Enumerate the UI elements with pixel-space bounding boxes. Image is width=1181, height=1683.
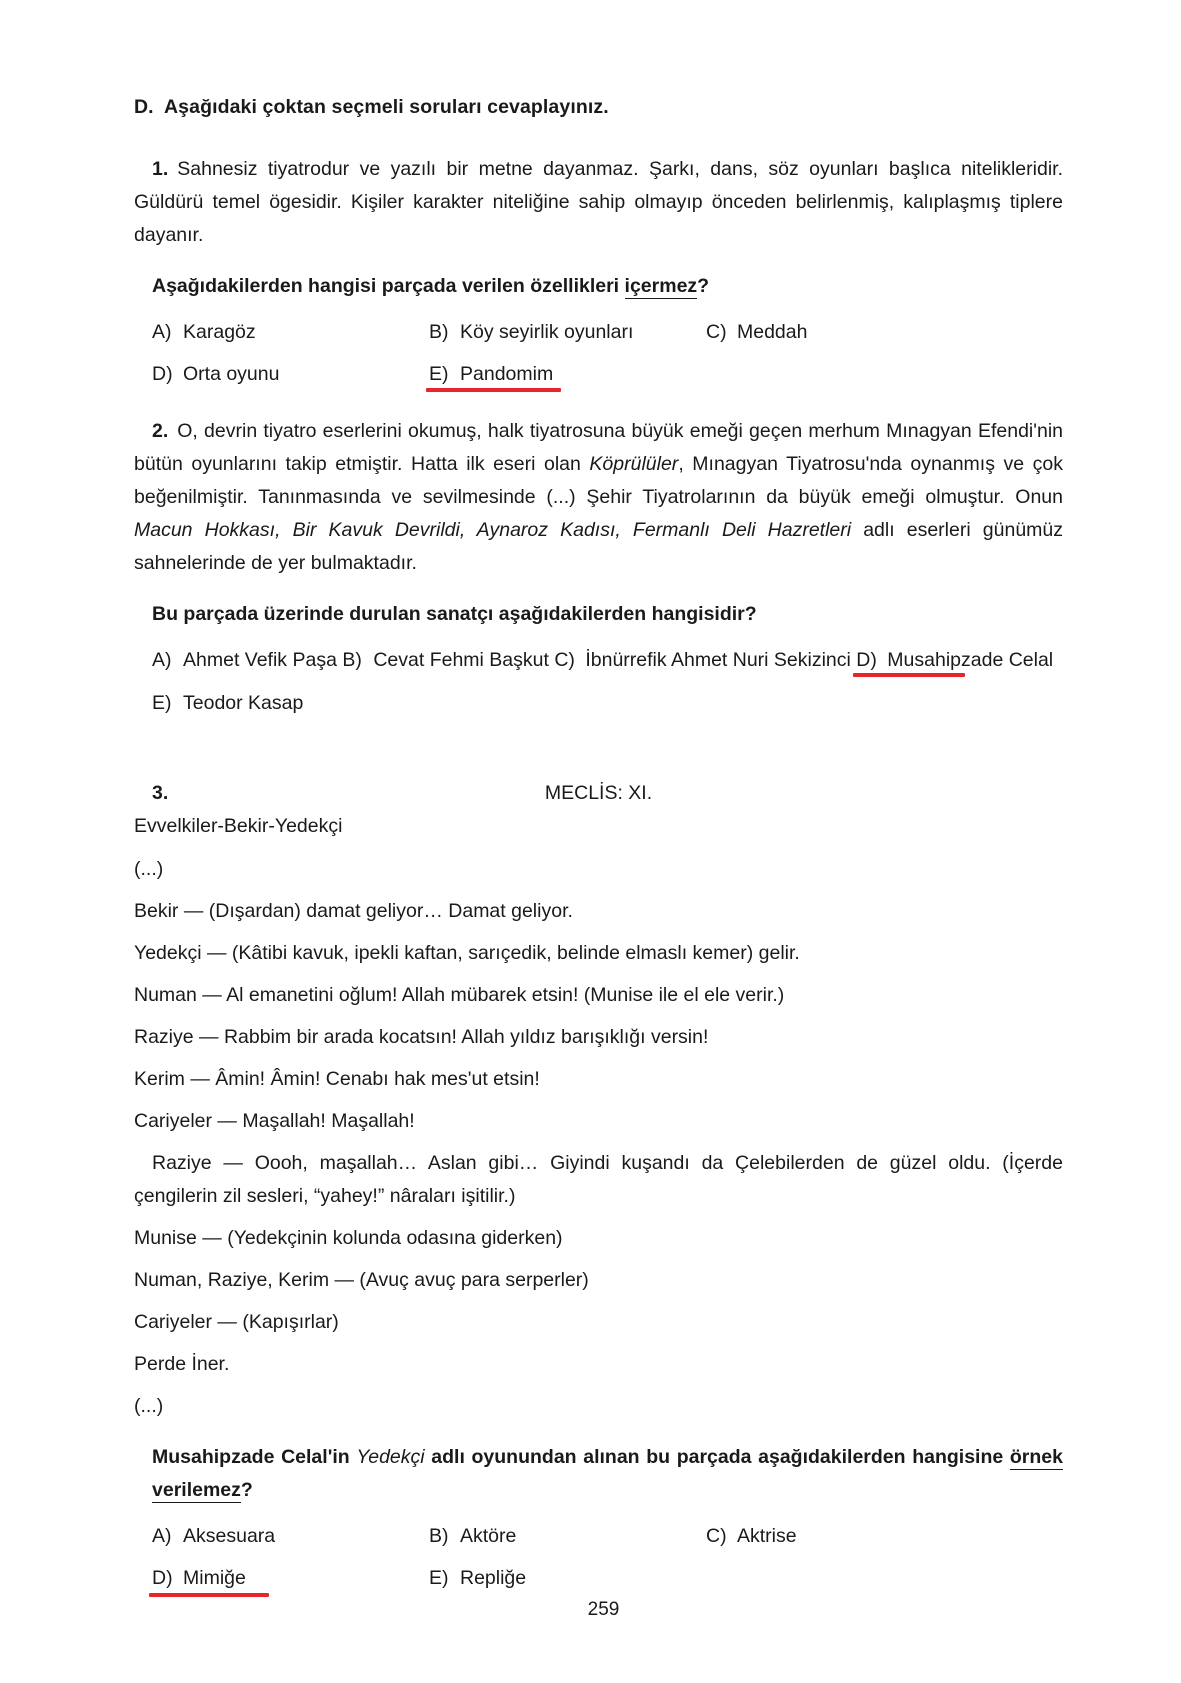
answer-mark-underline [426,388,561,392]
option-b-label: B) [342,649,362,671]
question-2-passage-part2: , Mınagyan Tiyatrosu'nda oynanmış ve çok beğenilmiştir. Tanınmasında ve sevilmesinde (...) Şehir Tiyatrolarının da büyük emeği olmuştur. Onun [134,453,1064,508]
question-2-number: 2. [152,420,169,442]
question-3-prompt-pre: Musahipzade Celal'in [152,1446,357,1468]
question-2 [134,415,1063,731]
section-letter: D. [134,96,154,118]
answer-mark-underline [853,673,965,677]
question-1-passage-text: Sahnesiz tiyatrodur ve yazılı bir metne dayanmaz. Şarkı, dans, söz oyunları başlıca nitelikleridir. Güldürü temel ögesidir. Kişiler karakter niteliğine sahip olmayıp önceden belirlenmiş, kalıplaşmış tiplere dayanır. [134,158,1063,246]
play-line: Numan, Raziye, Kerim — (Avuç avuç para serperler) [134,1269,589,1291]
option-d-text: Mimiğe [183,1567,246,1589]
play-line: Cariyeler — (Kapışırlar) [134,1311,339,1333]
play-line: Bekir — (Dışardan) damat geliyor… Damat geliyor. [134,900,573,922]
option-e-label: E) [152,692,172,714]
question-1-passage [134,153,1063,252]
option-d[interactable] [152,1563,429,1593]
question-2-passage [134,415,1063,580]
option-b-text: Cevat Fehmi Başkut [373,649,549,671]
option-a[interactable] [152,1521,429,1551]
option-b[interactable] [429,317,706,347]
question-1-number: 1. [152,158,169,180]
play-line: Raziye — Oooh, maşallah… Aslan gibi… Giyindi kuşandı da Çelebilerden de güzel oldu. (İçerde çengilerin zil sesleri, “yahey!” nâraları işitilir.) [134,1152,1063,1207]
option-b[interactable] [342,645,549,675]
option-d-label: D) [152,1567,173,1589]
option-d[interactable] [856,645,1053,675]
option-b-label: B) [429,1525,449,1547]
question-1 [134,153,1063,389]
question-3-number: 3. [152,782,169,804]
option-e-label: E) [429,1567,449,1589]
option-c-text: Aktrise [737,1525,797,1547]
option-c[interactable] [706,317,1063,347]
option-b[interactable] [429,1521,706,1551]
play-line: Numan — Al emanetini oğlum! Allah mübarek etsin! (Munise ile el ele verir.) [134,984,785,1006]
option-d-label: D) [856,649,877,671]
play-body [134,853,1063,1423]
option-b-label: B) [429,321,449,343]
question-1-prompt [152,270,1063,303]
option-d-text: Musahipzade Celal [887,649,1054,671]
question-3 [134,777,1063,1593]
option-e-text: Repliğe [460,1567,527,1589]
option-c-label: C) [706,1525,727,1547]
play-line: Kerim — Âmin! Âmin! Cenabı hak mes'ut etsin! [134,1068,540,1090]
option-a-label: A) [152,1525,172,1547]
option-e[interactable] [429,359,706,389]
play-line: Yedekçi — (Kâtibi kavuk, ipekli kaftan, sarıçedik, belinde elmaslı kemer) gelir. [134,942,800,964]
option-e-text: Teodor Kasap [183,692,304,714]
option-d-label: D) [152,363,173,385]
option-e-text: Pandomim [460,363,554,385]
play-title: MECLİS: XI. [544,782,653,804]
play-line: Raziye — Rabbim bir arada kocatsın! Allah yıldız barışıklığı versin! [134,1026,709,1048]
answer-mark-underline [149,1593,269,1597]
page-number: 259 [587,1599,620,1620]
option-a[interactable] [152,317,429,347]
option-c-label: C) [706,321,727,343]
question-2-passage-part3: adlı eserleri günümüz sahnelerinde de yer bulmaktadır. [134,519,1064,574]
question-1-prompt-post: ? [697,275,710,297]
question-2-prompt: Bu parçada üzerinde durulan sanatçı aşağıdakilerden hangisidir? [152,603,757,625]
section-heading [134,96,1063,119]
section-title: Aşağıdaki çoktan seçmeli soruları cevaplayınız. [164,96,609,118]
question-3-prompt-post: ? [240,1479,253,1501]
question-3-play-name: Yedekçi [356,1446,425,1468]
option-a-text: Karagöz [183,321,256,343]
option-d[interactable] [152,359,429,389]
play-line: Munise — (Yedekçinin kolunda odasına giderken) [134,1227,563,1249]
option-c-label: C) [554,649,575,671]
question-3-prompt-mid: adlı oyunundan alınan bu parçada aşağıdakilerden hangisine [424,1446,1010,1468]
question-1-prompt-emphasis: içermez [624,275,698,297]
play-subtitle: Evvelkiler-Bekir-Yedekçi [134,815,343,837]
option-c[interactable] [706,1521,1063,1551]
option-c-text: Meddah [737,321,808,343]
play-line: Cariyeler — Maşallah! Maşallah! [134,1110,415,1132]
question-3-play-header [134,777,1063,810]
question-1-prompt-pre: Aşağıdakilerden hangisi parçada verilen özellikleri [152,275,625,297]
option-a[interactable] [152,645,337,675]
play-closing: Perde İner. [134,1353,230,1375]
question-3-prompt-emphasis: örnek verilemez [152,1446,1063,1501]
question-3-prompt [152,1441,1063,1507]
question-2-work-titles-2: Macun Hokkası, Bir Kavuk Devrildi, Aynaroz Kadısı, Fermanlı Deli Hazretleri [134,519,852,541]
option-e[interactable] [429,1563,706,1593]
option-b-text: Aktöre [460,1525,517,1547]
option-e[interactable] [152,688,303,718]
play-ellipsis-open: (...) [134,858,164,880]
question-2-passage-part1: O, devrin tiyatro eserlerini okumuş, halk tiyatrosuna büyük emeği geçen merhum Mınagyan Efendi'nin bütün oyunlarını takip etmiştir. Hatta ilk eseri olan [134,420,1063,475]
option-a-text: Aksesuara [183,1525,276,1547]
question-2-options [152,645,1063,731]
option-c[interactable] [554,645,851,675]
question-3-options [152,1521,1063,1593]
question-1-options [152,317,1063,389]
option-b-text: Köy seyirlik oyunları [460,321,634,343]
option-c-text: İbnürrefik Ahmet Nuri Sekizinci [585,649,851,671]
question-2-work-title-1: Köprülüler [589,453,679,475]
option-e-label: E) [429,363,449,385]
play-ellipsis-close: (...) [134,1395,164,1417]
option-a-label: A) [152,321,172,343]
option-a-label: A) [152,649,172,671]
option-d-text: Orta oyunu [183,363,280,385]
option-a-text: Ahmet Vefik Paşa [183,649,337,671]
